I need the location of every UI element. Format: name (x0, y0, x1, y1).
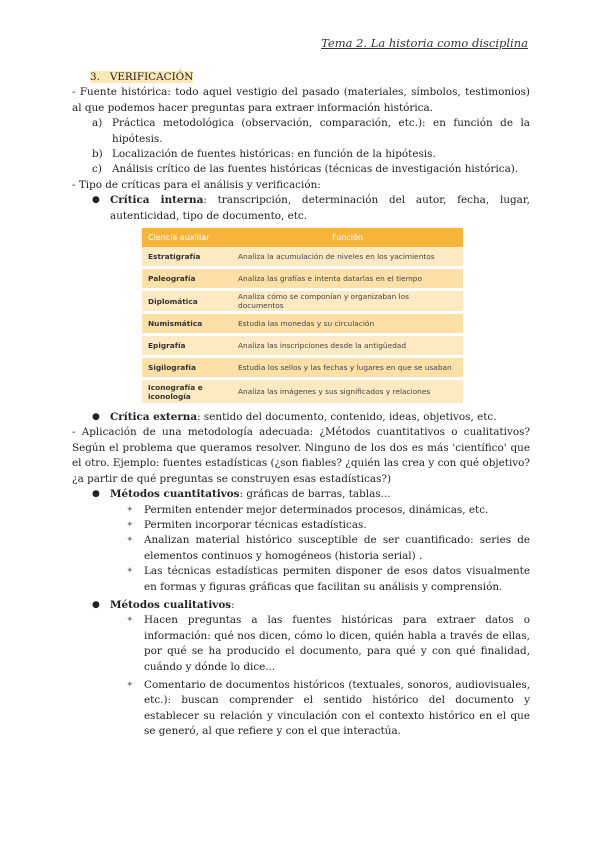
sub-item (126, 533, 530, 564)
section-number: 3. (90, 71, 100, 83)
table-cell-funcion: Analiza la acumulación de niveles en los yacimientos (232, 247, 463, 268)
table-cell-funcion: Estudia los sellos y las fechas y lugares en que se usaban (232, 357, 463, 379)
bullet-icon: ● (92, 195, 100, 206)
table-cell-ciencia: Diplomática (142, 290, 232, 313)
sub-item (126, 678, 530, 740)
sub-item-text: Las técnicas estadísticas permiten disponer de esos datos visualmente en formas y figuras gráficas que facilitan su análisis y comprensión. (144, 565, 530, 593)
bullet-term: Métodos cuantitativos (110, 488, 240, 501)
metodologia-paragraph: - Aplicación de una metodología adecuada: ¿Métodos cuantitativos o cualitativos? Según el problema que queramos resolver. Ninguno de los dos es más 'científico' que el otro. Ejemplo: fuentes estadísticas (¿son fiables? ¿quién las crea y con qué objetivo? ¿a partir de qué preguntas se construyen esas estadísticas?) (72, 426, 530, 485)
section-heading (90, 70, 530, 85)
sub-item (126, 503, 530, 518)
bullet-term: Crítica externa (110, 411, 198, 424)
bullet-term: Métodos cualitativos (110, 598, 232, 611)
bullet-icon: ● (92, 599, 100, 610)
table-cell-funcion: Analiza las inscripciones desde la antigüedad (232, 335, 463, 357)
sparkle-icon: ✦ (126, 615, 134, 626)
table-row (142, 247, 463, 268)
table-header-ciencia: Ciencia auxiliar (142, 228, 232, 247)
section-title: VERIFICACIÓN (109, 71, 194, 83)
step-marker: a) (92, 117, 103, 130)
step-item (92, 116, 530, 147)
sparkle-icon: ✦ (126, 535, 134, 546)
bullet-critica-interna (92, 193, 530, 224)
sub-item-text: Permiten incorporar técnicas estadísticas. (144, 518, 367, 531)
bullet-text: : gráficas de barras, tablas... (239, 488, 391, 501)
bullet-text: : sentido del documento, contenido, ideas, objetivos, etc. (197, 411, 497, 424)
table-row (142, 313, 463, 335)
bullet-cualitativos (92, 598, 530, 613)
table-cell-funcion: Estudia las monedas y su circulación (232, 313, 463, 335)
document-body (72, 70, 530, 740)
sparkle-icon: ✦ (126, 504, 134, 515)
step-text: Práctica metodológica (observación, comparación, etc.): en función de la hipótesis. (112, 117, 530, 145)
table-cell-ciencia: Epigrafía (142, 335, 232, 357)
table-cell-ciencia: Sigilografía (142, 357, 232, 379)
bullet-text: : (231, 598, 235, 611)
sub-item-text: Permiten entender mejor determinados procesos, dinámicas, etc. (144, 503, 489, 516)
sub-item (126, 518, 530, 533)
sub-item-text: Analizan material histórico susceptible de ser cuantificado: series de elementos continuos y homogéneos (historia serial) . (144, 534, 530, 562)
step-item (92, 162, 530, 177)
bullet-icon: ● (92, 489, 100, 500)
ciencias-auxiliares-table (142, 228, 463, 406)
sub-item-text: Comentario de documentos históricos (textuales, sonoros, audiovisuales, etc.): buscan comprender el sentido histórico del documento y establecer su relación y vinculación con el contexto histórico en el que se generó, al que refiere y con el que interactúa. (144, 678, 530, 738)
sparkle-icon: ✦ (126, 519, 134, 530)
table-header-funcion: Función (232, 228, 463, 247)
table-cell-funcion: Analiza cómo se componían y organizaban los documentos (232, 290, 463, 313)
table-row (142, 335, 463, 357)
table-cell-ciencia: Estratigrafía (142, 247, 232, 268)
sparkle-icon: ✦ (126, 566, 134, 577)
table-row (142, 357, 463, 379)
step-marker: b) (92, 148, 103, 161)
sparkle-icon: ✦ (126, 679, 134, 690)
sub-item-text: Hacen preguntas a las fuentes históricas para extraer datos o información: qué nos dicen, cómo lo dicen, quién habla a través de ellas, por qué se ha producido el documento, para qué y con qué finalidad, cuándo y dónde lo dice... (144, 614, 530, 673)
step-text: Localización de fuentes históricas: en función de la hipótesis. (112, 148, 436, 161)
table-row (142, 268, 463, 290)
page-header: Tema 2. La historia como disciplina (321, 36, 528, 50)
step-text: Análisis crítico de las fuentes históricas (técnicas de investigación histórica). (112, 163, 519, 176)
critica-intro: - Tipo de críticas para el análisis y verificación: (72, 178, 321, 191)
bullet-icon: ● (92, 412, 100, 423)
table-cell-funcion: Analiza las grafías e intenta datarlas en el tiempo (232, 268, 463, 290)
step-marker: c) (92, 163, 102, 176)
table-row (142, 379, 463, 405)
bullet-term: Crítica interna (110, 194, 204, 207)
bullet-cuantitativos (92, 487, 530, 502)
table-cell-ciencia: Numismática (142, 313, 232, 335)
step-item (92, 147, 530, 162)
table-row (142, 290, 463, 313)
sub-item (126, 564, 530, 595)
bullet-critica-externa (92, 410, 530, 425)
table-cell-ciencia: Paleografía (142, 268, 232, 290)
table-cell-funcion: Analiza las imágenes y sus significados y relaciones (232, 379, 463, 405)
table-cell-ciencia: Iconografía e iconología (142, 379, 232, 405)
bullet-text: : transcripción, determinación del autor, fecha, lugar, autenticidad, tipo de documento, etc. (110, 194, 530, 222)
intro-paragraph: - Fuente histórica: todo aquel vestigio del pasado (materiales, símbolos, testimonios) al que podemos hacer preguntas para extraer información histórica. (72, 86, 530, 114)
sub-item (126, 613, 530, 675)
table-header-row (142, 228, 463, 247)
